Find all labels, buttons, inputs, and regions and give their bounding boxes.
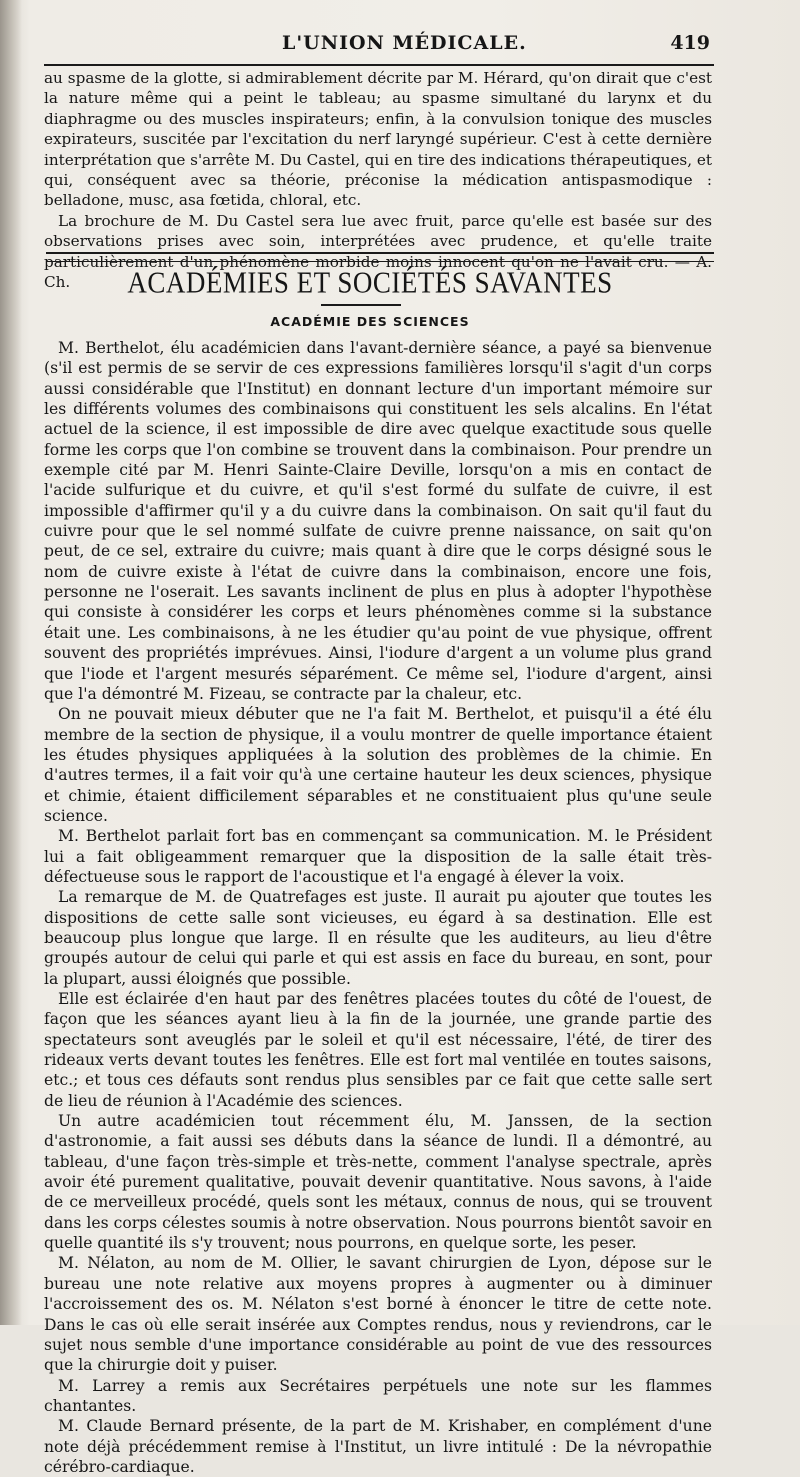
page-number: 419 <box>670 32 710 54</box>
title-underline <box>321 304 401 306</box>
article-body <box>44 338 712 1477</box>
running-header <box>46 30 708 58</box>
intro-paragraph-2: La brochure de M. Du Castel sera lue avec fruit, parce qu'elle est basée sur des observations prises avec soin, interprétées avec prudence, et qu'elle traite particulièrement d'un phénomène morbide moins innocent qu'on ne l'avait cru. — A. Ch. <box>44 211 712 292</box>
paragraph: M. Berthelot parlait fort bas en commençant sa communication. M. le Président lui a fait obligeamment remarquer que la disposition de la salle était très-défectueuse sous le rapport de l'acoustique et l'a engagé à élever la voix. <box>44 827 712 886</box>
intro-paragraph-1: au spasme de la glotte, si admirablement décrite par M. Hérard, qu'on dirait que c'est la nature même qui a peint le tableau; au spasme simultané du larynx et du diaphragme ou des muscles inspirateurs; enfin, à la convulsion tonique des muscles expirateurs, suscitée par l'excitation du nerf laryngé supérieur. C'est à cette dernière interprétation que s'arrête M. Du Castel, qui en tire des indications thérapeutiques, et qui, conséquent avec sa théorie, préconise la médication antispasmodique : belladone, musc, asa fœtida, chloral, etc. <box>44 69 712 210</box>
paragraph: M. Berthelot, élu académicien dans l'avant-dernière séance, a payé sa bienvenue (s'il est permis de se servir de ces expressions familières lorsqu'il s'agit d'un corps aussi considérable que l'Institut) en donnant lecture d'un important mémoire sur les différents volumes des combinaisons qui constituent les sels alcalins. En l'état actuel de la science, il est impossible de dire avec quelque exactitude sous quelle forme les corps que l'on combine se trouvent dans la combinaison. Pour prendre un exemple cité par M. Henri Sainte-Claire Deville, lorsqu'on a mis en contact de l'acide sulfurique et du cuivre, et qu'il s'est formé du sulfate de cuivre, il est impossible d'affirmer qu'il y a du cuivre dans la combinaison. On sait qu'il faut du cuivre pour que le sel nommé sulfate de cuivre prenne naissance, on sait qu'on peut, de ce sel, extraire du cuivre; mais quant à dire que le corps désigné sous le nom de cuivre existe à l'état de cuivre dans la combinaison, encore une fois, personne ne l'oserait. Les savants inclinent de plus en plus à adopter l'hypothèse qui consiste à considérer les corps et leurs phénomènes comme si la substance était une. Les combinaisons, à ne les étudier qu'au point de vue physique, offrent souvent des propriétés imprévues. Ainsi, l'iodure d'argent a un volume plus grand que l'iode et l'argent mesurés séparément. Ce même sel, l'iodure d'argent, ainsi que l'a démontré M. Fizeau, se contracte par la chaleur, etc. <box>44 339 712 703</box>
paragraph: La remarque de M. de Quatrefages est juste. Il aurait pu ajouter que toutes les dispositions de cette salle sont vicieuses, eu égard à sa destination. Elle est beaucoup plus longue que large. Il en résulte que les auditeurs, au lieu d'être groupés autour de celui qui parle et qui est assis en face du bureau, en sont, pour la plupart, aussi éloignés que possible. <box>44 888 712 988</box>
page-binding-shadow <box>0 0 22 1325</box>
paragraph: M. Larrey a remis aux Secrétaires perpétuels une note sur les flammes chantantes. <box>44 1376 712 1415</box>
paragraph: On ne pouvait mieux débuter que ne l'a fait M. Berthelot, et puisqu'il a été élu membre de la section de physique, il a voulu montrer de quelle importance étaient les études physiques appliquées à la solution des problèmes de la chimie. En d'autres termes, il a fait voir qu'à une certaine hauteur les deux sciences, physique et chimie, étaient difficilement séparables et ne constituaient plus qu'une seule science. <box>44 705 712 825</box>
paragraph: Un autre académicien tout récemment élu, M. Janssen, de la section d'astronomie, a fait aussi ses débuts dans la séance de lundi. Il a démontré, au tableau, d'une façon très-simple et très-nette, comment l'analyse spectrale, après avoir été purement qualitative, pouvait devenir quantitative. Nous savons, à l'aide de ce merveilleux procédé, quels sont les métaux, connus de nous, qui se trouvent dans les corps célestes soumis à notre observation. Nous pourrons bientôt savoir en quelle quantité ils s'y trouvent; nous pourrons, en quelque sorte, les peser. <box>44 1112 712 1253</box>
section-title: ACADÉMIES ET SOCIÉTÉS SAVANTES <box>127 265 613 300</box>
paragraph: Elle est éclairée d'en haut par des fenêtres placées toutes du côté de l'ouest, de façon que les séances ayant lieu à la fin de la journée, une grande partie des spectateurs sont aveuglés par le soleil et qu'il est nécessaire, l'été, de tirer des rideaux verts devant toutes les fenêtres. Elle est fort mal ventilée en toutes saisons, etc.; et tous ces défauts sont rendus plus sensibles par ce fait que cette salle sert de lieu de réunion à l'Académie des sciences. <box>44 990 712 1110</box>
paragraph: M. Claude Bernard présente, de la part de M. Krishaber, en complément d'une note déjà précédemment remise à l'Institut, un livre intitulé : De la névropathie cérébro-cardiaque. <box>44 1417 712 1476</box>
paragraph: M. Nélaton, au nom de M. Ollier, le savant chirurgien de Lyon, dépose sur le bureau une note relative aux moyens propres à augmenter ou à diminuer l'accroissement des os. M. Nélaton s'est borné à énoncer le titre de cette note. Dans le cas où elle serait insérée aux Comptes rendus, nous y reviendrons, car le sujet nous semble d'une importance considérable au point de vue des ressources que la chirurgie doit y puiser. <box>44 1254 712 1375</box>
header-rule <box>44 64 714 66</box>
running-title: L'UNION MÉDICALE. <box>282 32 527 54</box>
subsection-title: ACADÉMIE DES SCIENCES <box>270 314 470 329</box>
section-divider <box>46 252 714 262</box>
